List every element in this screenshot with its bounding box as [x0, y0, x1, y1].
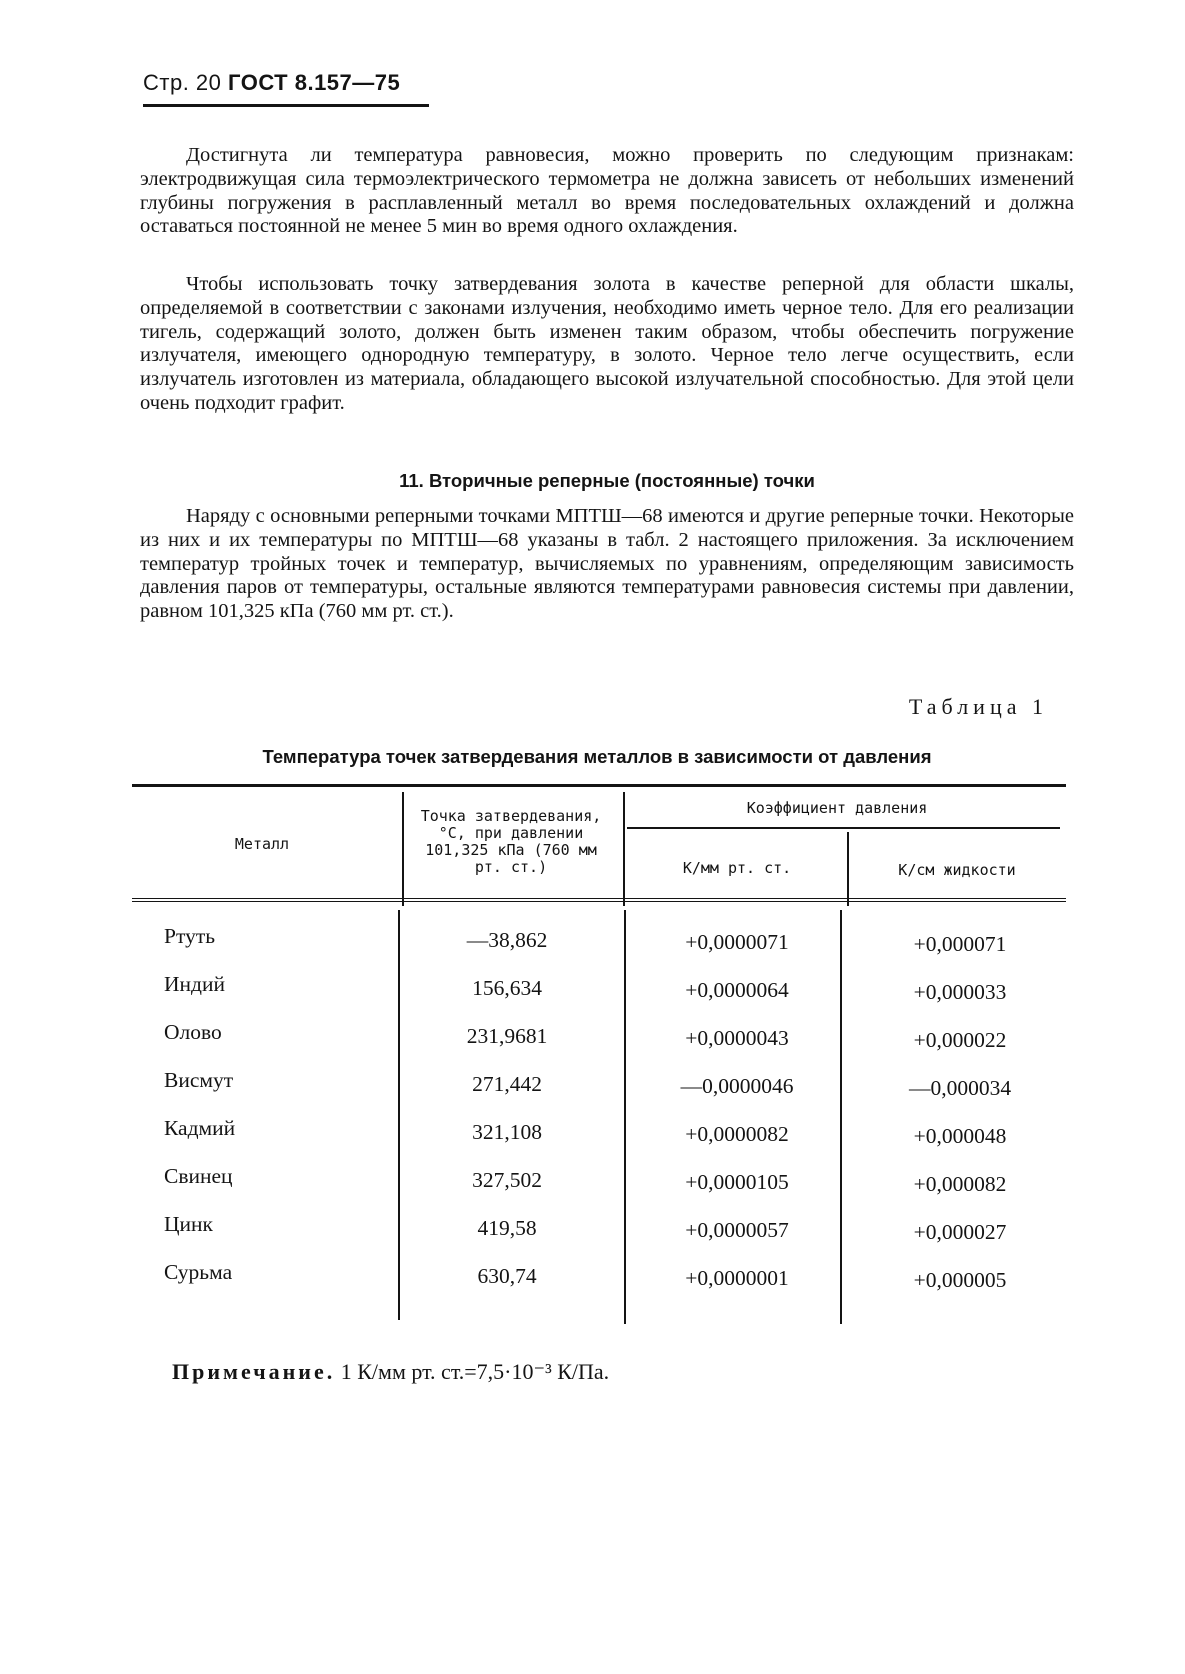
cell-temp: 271,442: [472, 1072, 542, 1096]
col-divider-2-head: [623, 792, 625, 906]
cell-kmm: +0,0000001: [685, 1266, 789, 1290]
cell-kcm: +0,000022: [913, 1028, 1007, 1052]
cell-kmm: +0,0000064: [685, 978, 789, 1002]
cell-metal: Олово: [164, 1020, 222, 1044]
table-caption: Температура точек затвердевания металлов в зависимости от давления: [262, 746, 932, 767]
header-kcm: К/см жидкости: [898, 861, 1016, 879]
page-header: [143, 70, 429, 107]
header-kmm: К/мм рт. ст.: [682, 859, 792, 877]
standard-number: ГОСТ 8.157—75: [228, 70, 401, 95]
col-divider-1: [398, 910, 400, 1320]
table-top-rule: [132, 784, 1066, 787]
cell-temp: 327,502: [472, 1168, 542, 1192]
cell-kcm: +0,000048: [913, 1124, 1007, 1148]
cell-kmm: +0,0000057: [685, 1218, 789, 1242]
header-coef: Коэффициент давления: [746, 799, 928, 817]
header-temp: Точка затвердевания, °С, при давлении 101,325 кПа (760 мм рт. ст.): [420, 807, 602, 876]
cell-kmm: +0,0000082: [685, 1122, 789, 1146]
cell-kcm: —0,000034: [908, 1076, 1012, 1100]
cell-metal: Ртуть: [164, 924, 216, 948]
cell-kcm: +0,000005: [913, 1268, 1007, 1292]
note-label: Примечание.: [172, 1359, 336, 1384]
paragraph-black-body: Чтобы использовать точку затвердевания золота в качестве реперной для области шкалы, определяемой в соответствии с законами излучения, необходимо иметь черное тело. Для его реализации тигель, содержащий золото, должен быть изменен таким образом, чтобы обеспечить погружение излучателя, имеющего однородную температуру, в золото. Черное тело легче осуществить, если излучатель изготовлен из материала, обладающего высокой излучательной способностью. Для этой цели очень подходит графит.: [140, 273, 1074, 414]
paragraph-secondary-points: Наряду с основными реперными точками МПТШ—68 имеются и другие реперные точки. Некоторые из них и их температуры по МПТШ—68 указаны в табл. 2 настоящего приложения. За исключением температур тройных точек и температур, вычисляемых по уравнениям, определяющим зависимость давления паров от температуры, остальные являются температурами равновесия системы при давлении, равном 101,325 кПа (760 мм рт. ст.).: [140, 505, 1074, 623]
table-label: Таблица 1: [908, 694, 1048, 719]
coef-header-rule: [627, 827, 1060, 829]
header-bottom-rule: [132, 898, 1066, 902]
cell-kmm: +0,0000071: [685, 930, 789, 954]
cell-metal: Индий: [164, 972, 225, 996]
cell-metal: Кадмий: [164, 1116, 236, 1140]
cell-kcm: +0,000033: [913, 980, 1007, 1004]
freezing-points-table: [132, 784, 1066, 1334]
cell-temp: 231,9681: [466, 1024, 548, 1048]
cell-metal: Цинк: [164, 1212, 213, 1236]
note-text: 1 К/мм рт. ст.=7,5·10⁻³ К/Па.: [340, 1359, 610, 1384]
cell-kcm: +0,000082: [913, 1172, 1007, 1196]
col-divider-1-head: [402, 792, 404, 906]
cell-metal: Свинец: [164, 1164, 233, 1188]
col-divider-3: [840, 910, 842, 1324]
cell-kmm: +0,0000105: [685, 1170, 789, 1194]
cell-temp: 630,74: [477, 1264, 537, 1288]
paragraph-equilibrium: Достигнута ли температура равновесия, можно проверить по следующим признакам: электродвижущая сила термоэлектрического термометра не должна зависеть от небольших изменений глубины погружения в расплавленный металл во время последовательных охлаждений и должна оставаться постоянной не менее 5 мин во время одного охлаждения.: [140, 144, 1074, 238]
cell-kmm: +0,0000043: [685, 1026, 789, 1050]
col-divider-2: [624, 910, 626, 1324]
header-metal: Металл: [234, 835, 290, 853]
cell-kmm: —0,0000046: [680, 1074, 794, 1098]
cell-temp: 419,58: [477, 1216, 537, 1240]
cell-metal: Висмут: [164, 1068, 234, 1092]
cell-metal: Сурьма: [164, 1260, 233, 1284]
cell-temp: 321,108: [472, 1120, 542, 1144]
page-number: Стр. 20: [143, 70, 222, 95]
table-note: [172, 1359, 609, 1385]
section-title: 11. Вторичные реперные (постоянные) точки: [399, 470, 815, 491]
cell-kcm: +0,000027: [913, 1220, 1007, 1244]
cell-temp: 156,634: [472, 976, 542, 1000]
col-divider-3-head: [847, 832, 849, 906]
cell-temp: —38,862: [466, 928, 548, 952]
cell-kcm: +0,000071: [913, 932, 1007, 956]
